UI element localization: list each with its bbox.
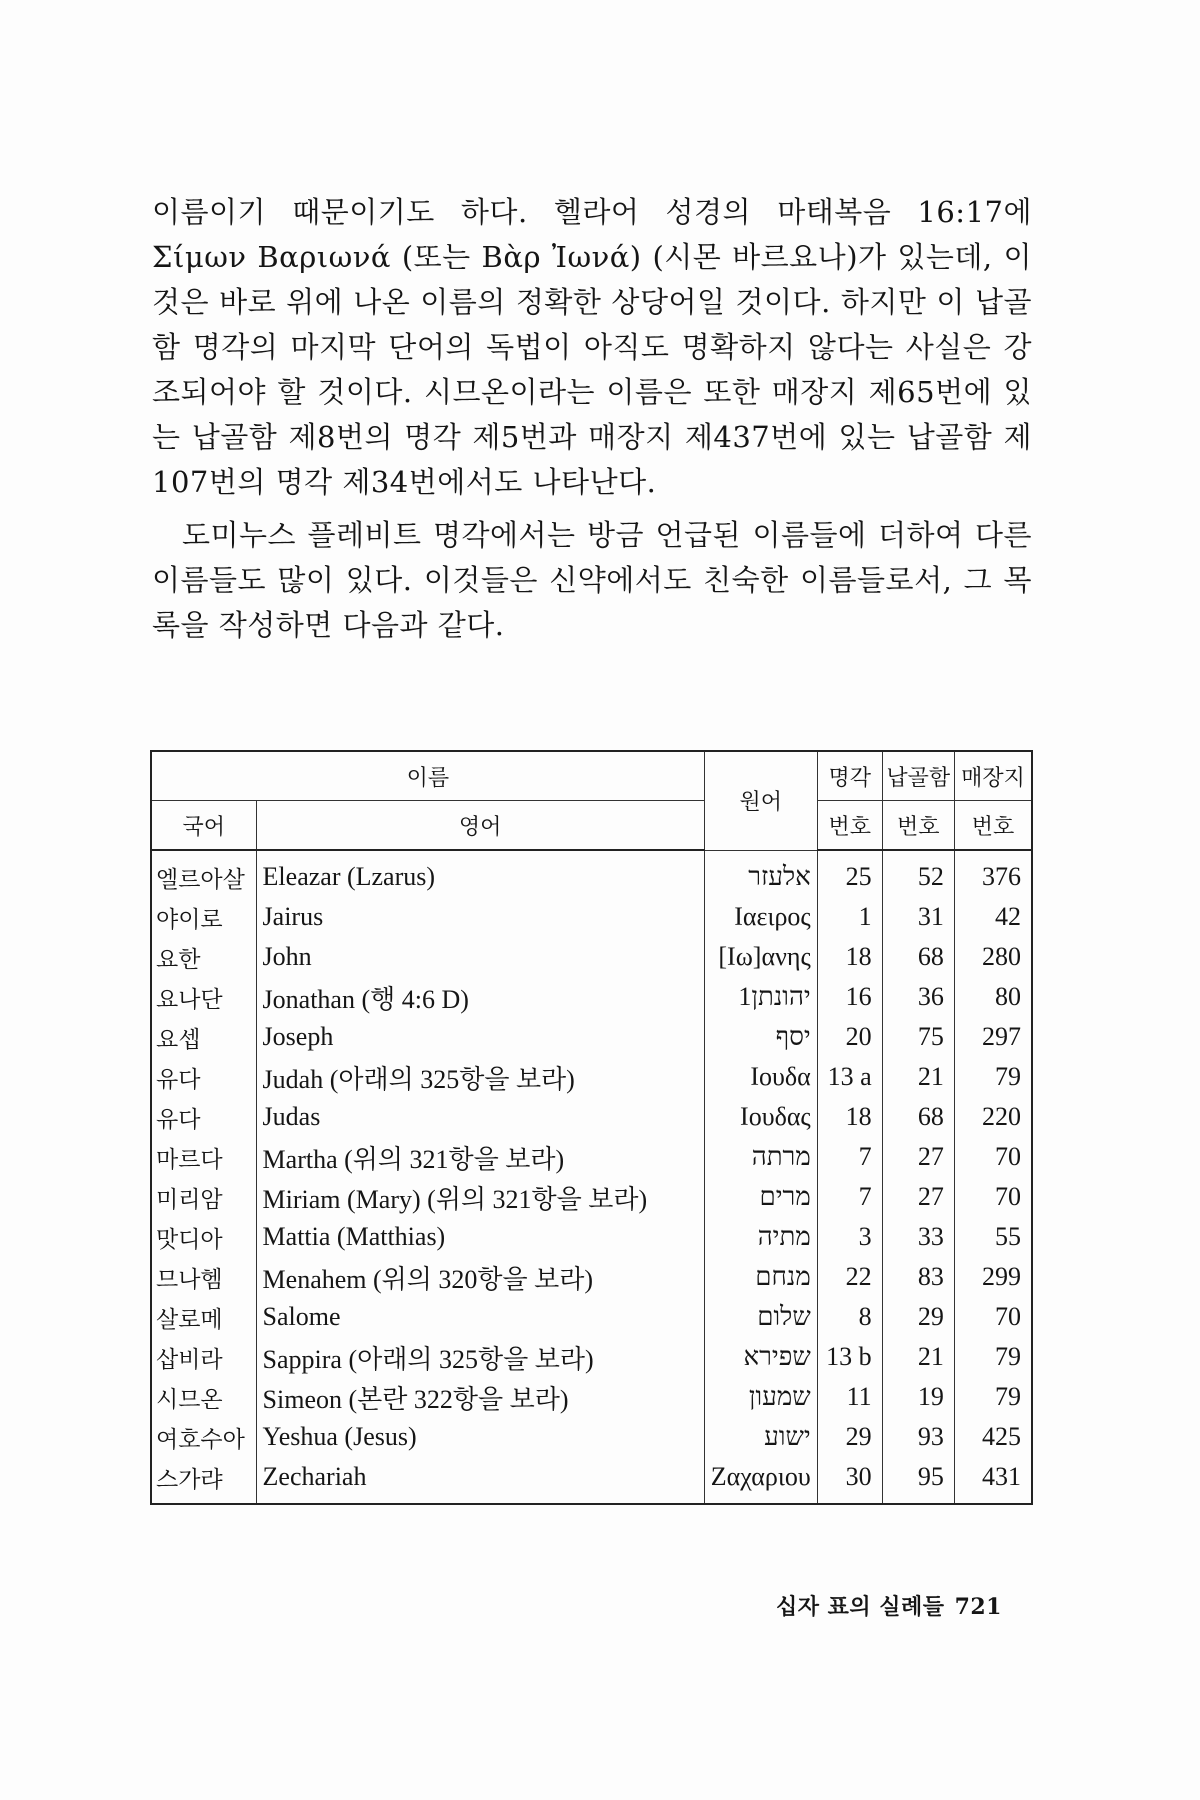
table-row — [151, 1337, 1032, 1377]
cell-korean: 시므온 — [151, 1377, 256, 1417]
cell-burial: 431 — [954, 1457, 1032, 1504]
table-row — [151, 1057, 1032, 1097]
cell-ossuary: 29 — [882, 1297, 954, 1337]
cell-ossuary: 19 — [882, 1377, 954, 1417]
cell-korean: 삽비라 — [151, 1337, 256, 1377]
table-row — [151, 1097, 1032, 1137]
cell-inscription: 11 — [817, 1377, 882, 1417]
table-row — [151, 1177, 1032, 1217]
page-number: 721 — [954, 1594, 1002, 1620]
cell-english: Judah (아래의 325항을 보라) — [256, 1057, 704, 1097]
cell-english: Eleazar (Lzarus) — [256, 850, 704, 897]
cell-original: [Ιω]ανης — [704, 937, 817, 977]
cell-ossuary: 27 — [882, 1177, 954, 1217]
cell-english: John — [256, 937, 704, 977]
cell-korean: 유다 — [151, 1097, 256, 1137]
cell-inscription: 25 — [817, 850, 882, 897]
cell-english: Jairus — [256, 897, 704, 937]
cell-original: שלום — [704, 1297, 817, 1337]
cell-inscription: 22 — [817, 1257, 882, 1297]
header-burial-2: 번호 — [954, 801, 1032, 851]
cell-original: מתיה — [704, 1217, 817, 1257]
cell-original: מנחם — [704, 1257, 817, 1297]
cell-english: Simeon (본란 322항을 보라) — [256, 1377, 704, 1417]
cell-burial: 55 — [954, 1217, 1032, 1257]
cell-burial: 79 — [954, 1377, 1032, 1417]
cell-ossuary: 93 — [882, 1417, 954, 1457]
cell-original: Ιαειρος — [704, 897, 817, 937]
cell-original: אלעזר — [704, 850, 817, 897]
table-row — [151, 1137, 1032, 1177]
cell-english: Jonathan (행 4:6 D) — [256, 977, 704, 1017]
cell-original: יסף — [704, 1017, 817, 1057]
paragraph-1: 이름이기 때문이기도 하다. 헬라어 성경의 마태복음 16:17에 Σίμων Βαριωνά (또는 Βὰρ Ἰωνά) (시몬 바르요나)가 있는데, 이것은 바로 위에 나온 이름의 정확한 상당어일 것이다. 하지만 이 납골함 명각의 마지막 단어의 독법이 아직도 명확하지 않다는 사실은 강조되어야 할 것이다. 시므온이라는 이름은 또한 매장지 제65번에 있는 납골함 제8번의 명각 제5번과 매장지 제437번에 있는 납골함 제107번의 명각 제34번에서도 나타난다. — [152, 195, 1032, 499]
cell-burial: 299 — [954, 1257, 1032, 1297]
cell-english: Martha (위의 321항을 보라) — [256, 1137, 704, 1177]
cell-original: יהונתן1 — [704, 977, 817, 1017]
cell-burial: 70 — [954, 1297, 1032, 1337]
cell-korean: 미리암 — [151, 1177, 256, 1217]
body-text — [152, 190, 1032, 648]
table-row — [151, 850, 1032, 897]
cell-korean: 엘르아살 — [151, 850, 256, 897]
table-row — [151, 897, 1032, 937]
cell-inscription: 13 a — [817, 1057, 882, 1097]
cell-original: מרתה — [704, 1137, 817, 1177]
cell-korean: 마르다 — [151, 1137, 256, 1177]
header-ossuary-1: 납골함 — [882, 751, 954, 801]
cell-burial: 80 — [954, 977, 1032, 1017]
cell-burial: 70 — [954, 1177, 1032, 1217]
cell-korean: 유다 — [151, 1057, 256, 1097]
cell-korean: 야이로 — [151, 897, 256, 937]
table-row — [151, 937, 1032, 977]
header-korean: 국어 — [151, 801, 256, 851]
cell-ossuary: 68 — [882, 937, 954, 977]
cell-inscription: 30 — [817, 1457, 882, 1504]
cell-inscription: 18 — [817, 937, 882, 977]
cell-inscription: 1 — [817, 897, 882, 937]
cell-original: Ζαχαριου — [704, 1457, 817, 1504]
cell-inscription: 20 — [817, 1017, 882, 1057]
cell-korean: 살로메 — [151, 1297, 256, 1337]
cell-ossuary: 21 — [882, 1337, 954, 1377]
cell-korean: 요한 — [151, 937, 256, 977]
cell-english: Mattia (Matthias) — [256, 1217, 704, 1257]
cell-inscription: 3 — [817, 1217, 882, 1257]
cell-english: Yeshua (Jesus) — [256, 1417, 704, 1457]
cell-burial: 79 — [954, 1057, 1032, 1097]
cell-ossuary: 68 — [882, 1097, 954, 1137]
cell-original: Ιουδας — [704, 1097, 817, 1137]
cell-english: Menahem (위의 320항을 보라) — [256, 1257, 704, 1297]
cell-ossuary: 36 — [882, 977, 954, 1017]
running-title: 십자 표의 실례들 — [775, 1595, 945, 1620]
header-original: 원어 — [704, 751, 817, 850]
header-ossuary-2: 번호 — [882, 801, 954, 851]
table-row — [151, 1417, 1032, 1457]
cell-ossuary: 27 — [882, 1137, 954, 1177]
cell-original: שמעון — [704, 1377, 817, 1417]
cell-original: ישוע — [704, 1417, 817, 1457]
cell-burial: 70 — [954, 1137, 1032, 1177]
cell-korean: 므나헴 — [151, 1257, 256, 1297]
table-row — [151, 1377, 1032, 1417]
cell-korean: 요셉 — [151, 1017, 256, 1057]
cell-english: Sappira (아래의 325항을 보라) — [256, 1337, 704, 1377]
cell-burial: 280 — [954, 937, 1032, 977]
cell-inscription: 7 — [817, 1177, 882, 1217]
cell-burial: 297 — [954, 1017, 1032, 1057]
cell-korean: 여호수아 — [151, 1417, 256, 1457]
cell-english: Salome — [256, 1297, 704, 1337]
cell-original: Ιουδα — [704, 1057, 817, 1097]
cell-ossuary: 21 — [882, 1057, 954, 1097]
cell-english: Joseph — [256, 1017, 704, 1057]
table-row — [151, 1297, 1032, 1337]
cell-ossuary: 52 — [882, 850, 954, 897]
header-inscription-1: 명각 — [817, 751, 882, 801]
paragraph-2: 도미누스 플레비트 명각에서는 방금 언급된 이름들에 더하여 다른 이름들도 많이 있다. 이것들은 신약에서도 친숙한 이름들로서, 그 목록을 작성하면 다음과 같다. — [152, 518, 1032, 642]
table-row — [151, 1257, 1032, 1297]
cell-inscription: 13 b — [817, 1337, 882, 1377]
cell-english: Miriam (Mary) (위의 321항을 보라) — [256, 1177, 704, 1217]
header-english: 영어 — [256, 801, 704, 851]
header-inscription-2: 번호 — [817, 801, 882, 851]
table-row — [151, 1457, 1032, 1504]
cell-burial: 376 — [954, 850, 1032, 897]
cell-burial: 79 — [954, 1337, 1032, 1377]
cell-ossuary: 95 — [882, 1457, 954, 1504]
cell-english: Zechariah — [256, 1457, 704, 1504]
cell-korean: 스가랴 — [151, 1457, 256, 1504]
cell-english: Judas — [256, 1097, 704, 1137]
cell-inscription: 29 — [817, 1417, 882, 1457]
cell-original: שפירא — [704, 1337, 817, 1377]
cell-ossuary: 83 — [882, 1257, 954, 1297]
table-row — [151, 1217, 1032, 1257]
cell-ossuary: 33 — [882, 1217, 954, 1257]
cell-inscription: 8 — [817, 1297, 882, 1337]
table-row — [151, 977, 1032, 1017]
cell-inscription: 7 — [817, 1137, 882, 1177]
cell-burial: 425 — [954, 1417, 1032, 1457]
cell-ossuary: 31 — [882, 897, 954, 937]
cell-burial: 220 — [954, 1097, 1032, 1137]
table-body — [151, 850, 1032, 1504]
cell-ossuary: 75 — [882, 1017, 954, 1057]
page-footer — [776, 1590, 1002, 1621]
names-table — [150, 750, 1033, 1505]
cell-korean: 맛디아 — [151, 1217, 256, 1257]
cell-original: מרים — [704, 1177, 817, 1217]
header-burial-1: 매장지 — [954, 751, 1032, 801]
cell-inscription: 16 — [817, 977, 882, 1017]
cell-burial: 42 — [954, 897, 1032, 937]
header-name: 이름 — [151, 751, 704, 801]
cell-korean: 요나단 — [151, 977, 256, 1017]
table-row — [151, 1017, 1032, 1057]
cell-inscription: 18 — [817, 1097, 882, 1137]
